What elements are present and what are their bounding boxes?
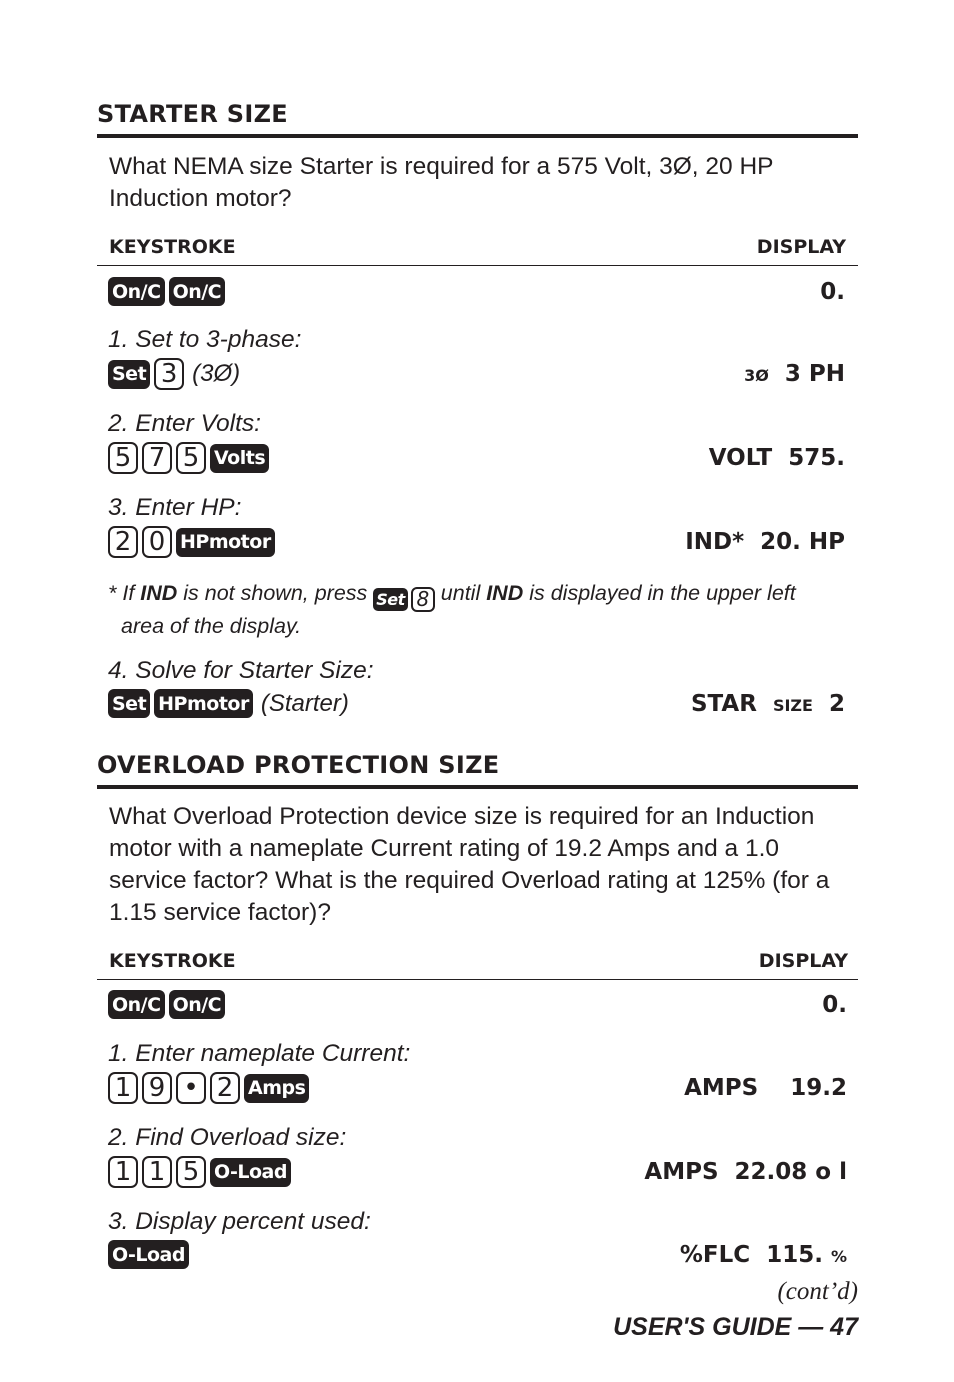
digit-key: 5: [176, 442, 206, 474]
display-value: %FLC 115. %: [679, 1241, 847, 1268]
hpmotor-key: HPmotor: [154, 689, 253, 718]
step-label: 1. Set to 3-phase:: [108, 326, 302, 353]
digit-key: 2: [210, 1072, 240, 1104]
starter-column-headers: [97, 236, 858, 266]
step-label: 3. Enter HP:: [108, 494, 242, 521]
display-value: VOLT 575.: [708, 445, 845, 471]
step-label: 2. Enter Volts:: [108, 410, 261, 437]
display-value: AMPS 19.2: [684, 1075, 847, 1101]
question-text: What NEMA size Starter is required for a 575 Volt, 3Ø, 20 HP Induction motor?: [109, 153, 774, 212]
display-value: 0.: [820, 278, 845, 305]
keystroke-header: KEYSTROKE: [109, 950, 236, 972]
overload-column-headers: [97, 950, 858, 980]
on-c-key: On/C: [108, 990, 165, 1019]
overload-step-3: [97, 1208, 858, 1269]
decimal-key: •: [176, 1072, 206, 1104]
digit-key: 9: [142, 1072, 172, 1104]
step-label: 3. Display percent used:: [108, 1208, 371, 1235]
overload-step-2: [97, 1124, 858, 1188]
page-footer: USER'S GUIDE — 47: [613, 1313, 858, 1341]
step-label: 4. Solve for Starter Size:: [108, 657, 374, 684]
overload-section: [97, 751, 858, 929]
overload-step-1: [97, 1040, 858, 1104]
starter-step-2: [97, 410, 858, 474]
column-rule: [97, 979, 858, 980]
column-rule: [97, 265, 858, 266]
display-header: DISPLAY: [758, 950, 848, 972]
starter-step-1: [97, 326, 858, 390]
display-value: 0.: [822, 991, 847, 1018]
step-label: 2. Find Overload size:: [108, 1124, 347, 1151]
set-key: Set: [108, 689, 150, 718]
display-value: AMPS 22.08 o l: [644, 1159, 847, 1185]
section-title: STARTER SIZE: [97, 100, 288, 128]
digit-key: 7: [142, 442, 172, 474]
volts-key: Volts: [210, 444, 269, 473]
starter-row-clear: [97, 277, 858, 306]
set-key: Set: [373, 588, 408, 611]
on-c-key: On/C: [169, 990, 226, 1019]
on-c-key: On/C: [108, 277, 165, 306]
section-rule: [97, 785, 858, 789]
starter-step-3: [97, 494, 858, 558]
section-title: OVERLOAD PROTECTION SIZE: [97, 751, 500, 779]
digit-key: 2: [108, 526, 138, 558]
step-label: 1. Enter nameplate Current:: [108, 1040, 411, 1067]
on-c-key: On/C: [169, 277, 226, 306]
starter-size-section: [97, 100, 858, 215]
footnote-line-2: area of the display.: [121, 614, 302, 638]
display-header: DISPLAY: [756, 236, 846, 258]
digit-key: 1: [108, 1156, 138, 1188]
digit-key: 8: [411, 587, 435, 612]
overload-row-clear: [97, 990, 858, 1019]
digit-key: 5: [108, 442, 138, 474]
ind-footnote: * If IND is not shown, press Set 8 until IND is displayed in the upper left area of the display.: [97, 579, 858, 641]
keystroke-header: KEYSTROKE: [109, 236, 236, 258]
hpmotor-key: HPmotor: [176, 528, 275, 557]
question-text: What Overload Protection device size is required for an Induction motor with a nameplate Current rating of 19.2 Amps and a 1.0 service factor? What is the required Overload rating at 125% (for a 1.15 service factor)?: [109, 803, 830, 926]
starter-step-4: [97, 657, 858, 718]
section-rule: [97, 134, 858, 138]
amps-key: Amps: [244, 1074, 309, 1103]
digit-key: 1: [142, 1156, 172, 1188]
o-load-key: O-Load: [108, 1240, 189, 1269]
digit-key: 5: [176, 1156, 206, 1188]
o-load-key: O-Load: [210, 1158, 291, 1187]
display-value: 3Ø 3 PH: [744, 361, 845, 387]
display-value: STAR SIZE 2: [690, 690, 845, 717]
continued-note: (cont’d): [777, 1278, 858, 1305]
display-value: IND* 20. HP: [685, 529, 845, 555]
digit-key: 3: [154, 358, 184, 390]
set-key: Set: [108, 360, 150, 389]
key-note: (Starter): [260, 689, 349, 717]
key-note: (3Ø): [192, 360, 241, 387]
digit-key: 1: [108, 1072, 138, 1104]
digit-key: 0: [142, 526, 172, 558]
